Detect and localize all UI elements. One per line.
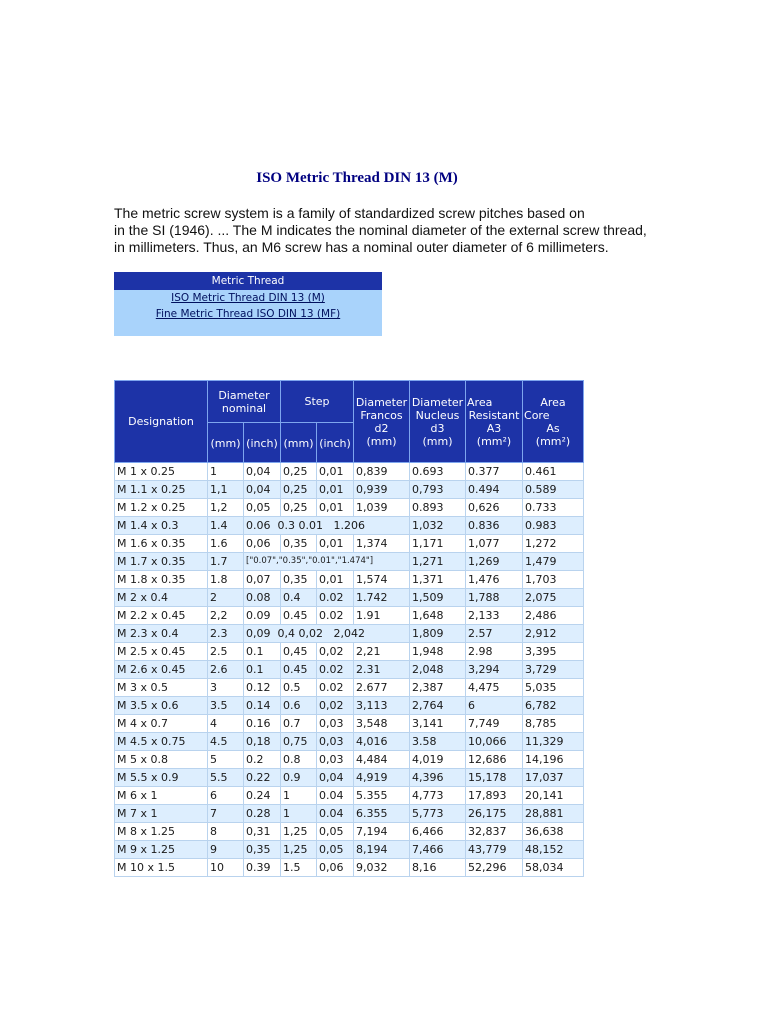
header-unit-inch: (inch) bbox=[244, 423, 281, 463]
thread-table-body bbox=[115, 463, 584, 877]
cell-diameter-nucleus: 3.58 bbox=[410, 733, 466, 751]
cell-step-inch: 0,01 bbox=[317, 571, 354, 589]
cell-area-core: 2,486 bbox=[523, 607, 584, 625]
cell-nominal-mm: 1.7 bbox=[208, 553, 244, 571]
cell-nominal-inch: 0.1 bbox=[244, 661, 281, 679]
cell-diameter-nucleus: 1,171 bbox=[410, 535, 466, 553]
cell-step-inch: 0.02 bbox=[317, 679, 354, 697]
table-row bbox=[115, 751, 584, 769]
cell-designation: M 2.2 x 0.45 bbox=[115, 607, 208, 625]
cell-nominal-inch: 0,18 bbox=[244, 733, 281, 751]
cell-area-resistant: 0.836 bbox=[466, 517, 523, 535]
cell-area-core: 2,912 bbox=[523, 625, 584, 643]
header-line: Nucleus bbox=[415, 408, 460, 422]
cell-designation: M 1.8 x 0.35 bbox=[115, 571, 208, 589]
intro-line: The metric screw system is a family of standardized screw pitches based on bbox=[114, 205, 585, 221]
table-row bbox=[115, 769, 584, 787]
cell-designation: M 2.5 x 0.45 bbox=[115, 643, 208, 661]
cell-nominal-mm: 2.6 bbox=[208, 661, 244, 679]
cell-nominal-mm: 4.5 bbox=[208, 733, 244, 751]
cell-diameter-francos: 1,574 bbox=[354, 571, 410, 589]
cell-diameter-francos: 3,113 bbox=[354, 697, 410, 715]
cell-area-core: 58,034 bbox=[523, 859, 584, 877]
table-row bbox=[115, 805, 584, 823]
header-line: d2 bbox=[374, 421, 389, 435]
cell-diameter-francos: 0,939 bbox=[354, 481, 410, 499]
cell-step-inch: 0,01 bbox=[317, 481, 354, 499]
cell-step-inch: 0,05 bbox=[317, 841, 354, 859]
header-unit-inch: (inch) bbox=[317, 423, 354, 463]
table-row bbox=[115, 859, 584, 877]
header-line: (mm) bbox=[422, 434, 453, 448]
cell-merged-values: 0.06 0.3 0.01 1.206 bbox=[244, 517, 410, 535]
cell-nominal-mm: 8 bbox=[208, 823, 244, 841]
table-row bbox=[115, 733, 584, 751]
header-line: (mm²) bbox=[476, 434, 512, 448]
cell-area-core: 36,638 bbox=[523, 823, 584, 841]
cell-nominal-mm: 1.8 bbox=[208, 571, 244, 589]
cell-step-inch: 0.04 bbox=[317, 805, 354, 823]
cell-diameter-nucleus: 4,396 bbox=[410, 769, 466, 787]
cell-area-resistant: 2.98 bbox=[466, 643, 523, 661]
cell-diameter-francos: 5.355 bbox=[354, 787, 410, 805]
cell-nominal-inch: 0,04 bbox=[244, 463, 281, 481]
cell-diameter-francos: 6.355 bbox=[354, 805, 410, 823]
cell-diameter-francos: 9,032 bbox=[354, 859, 410, 877]
header-diameter-nominal: Diameter nominal bbox=[208, 381, 281, 423]
table-row bbox=[115, 823, 584, 841]
cell-step-mm: 0,25 bbox=[281, 499, 317, 517]
link-iso-metric-thread[interactable]: ISO Metric Thread DIN 13 (M) bbox=[171, 292, 325, 304]
cell-area-core: 1,272 bbox=[523, 535, 584, 553]
cell-area-core: 3,395 bbox=[523, 643, 584, 661]
cell-nominal-mm: 3.5 bbox=[208, 697, 244, 715]
page-title: ISO Metric Thread DIN 13 (M) bbox=[256, 170, 458, 186]
cell-diameter-nucleus: 0.893 bbox=[410, 499, 466, 517]
cell-area-resistant: 26,175 bbox=[466, 805, 523, 823]
cell-designation: M 1.6 x 0.35 bbox=[115, 535, 208, 553]
cell-area-core: 1,479 bbox=[523, 553, 584, 571]
cell-step-mm: 0.4 bbox=[281, 589, 317, 607]
cell-diameter-nucleus: 1,509 bbox=[410, 589, 466, 607]
cell-area-resistant: 3,294 bbox=[466, 661, 523, 679]
cell-area-core: 48,152 bbox=[523, 841, 584, 859]
cell-area-core: 0.733 bbox=[523, 499, 584, 517]
cell-area-resistant: 2.57 bbox=[466, 625, 523, 643]
cell-diameter-francos: 1,039 bbox=[354, 499, 410, 517]
cell-diameter-nucleus: 2,387 bbox=[410, 679, 466, 697]
header-area-resistant bbox=[466, 381, 523, 463]
cell-area-resistant: 52,296 bbox=[466, 859, 523, 877]
menu-heading: Metric Thread bbox=[114, 272, 382, 290]
cell-area-resistant: 0.377 bbox=[466, 463, 523, 481]
cell-step-mm: 0,25 bbox=[281, 463, 317, 481]
cell-nominal-inch: 0,07 bbox=[244, 571, 281, 589]
cell-area-resistant: 7,749 bbox=[466, 715, 523, 733]
cell-nominal-inch: 0.22 bbox=[244, 769, 281, 787]
table-row bbox=[115, 715, 584, 733]
cell-nominal-inch: 0.12 bbox=[244, 679, 281, 697]
cell-step-mm: 1,25 bbox=[281, 823, 317, 841]
table-row bbox=[115, 625, 584, 643]
cell-diameter-francos: 8,194 bbox=[354, 841, 410, 859]
cell-diameter-nucleus: 5,773 bbox=[410, 805, 466, 823]
cell-step-inch: 0,03 bbox=[317, 751, 354, 769]
cell-nominal-mm: 3 bbox=[208, 679, 244, 697]
cell-diameter-nucleus: 1,371 bbox=[410, 571, 466, 589]
cell-step-inch: 0,03 bbox=[317, 733, 354, 751]
cell-area-core: 14,196 bbox=[523, 751, 584, 769]
cell-nominal-mm: 2,2 bbox=[208, 607, 244, 625]
header-designation: Designation bbox=[115, 381, 208, 463]
cell-area-core: 11,329 bbox=[523, 733, 584, 751]
header-line: A3 bbox=[486, 421, 502, 435]
cell-area-resistant: 1,788 bbox=[466, 589, 523, 607]
cell-area-resistant: 1,269 bbox=[466, 553, 523, 571]
cell-area-core: 1,703 bbox=[523, 571, 584, 589]
cell-diameter-francos: 1.742 bbox=[354, 589, 410, 607]
cell-area-resistant: 0,626 bbox=[466, 499, 523, 517]
cell-step-inch: 0,02 bbox=[317, 643, 354, 661]
cell-diameter-francos: 4,919 bbox=[354, 769, 410, 787]
cell-area-core: 0.461 bbox=[523, 463, 584, 481]
header-step: Step bbox=[281, 381, 354, 423]
cell-step-mm: 1,25 bbox=[281, 841, 317, 859]
intro-line: in the SI (1946). ... The M indicates the nominal diameter of the external screw thread, bbox=[114, 222, 647, 238]
cell-area-resistant: 15,178 bbox=[466, 769, 523, 787]
cell-area-core: 5,035 bbox=[523, 679, 584, 697]
cell-designation: M 2.3 x 0.4 bbox=[115, 625, 208, 643]
cell-step-inch: 0,06 bbox=[317, 859, 354, 877]
table-row bbox=[115, 553, 584, 571]
cell-diameter-francos: 7,194 bbox=[354, 823, 410, 841]
cell-diameter-nucleus: 1,271 bbox=[410, 553, 466, 571]
cell-nominal-inch: 0.16 bbox=[244, 715, 281, 733]
cell-step-inch: 0.04 bbox=[317, 787, 354, 805]
cell-step-mm: 0.45 bbox=[281, 661, 317, 679]
cell-step-inch: 0.02 bbox=[317, 661, 354, 679]
cell-step-mm: 0,75 bbox=[281, 733, 317, 751]
cell-nominal-mm: 2.3 bbox=[208, 625, 244, 643]
cell-nominal-mm: 1,2 bbox=[208, 499, 244, 517]
cell-diameter-nucleus: 1,648 bbox=[410, 607, 466, 625]
cell-step-inch: 0,02 bbox=[317, 697, 354, 715]
cell-area-core: 6,782 bbox=[523, 697, 584, 715]
cell-nominal-inch: 0.24 bbox=[244, 787, 281, 805]
header-line: Francos bbox=[360, 408, 403, 422]
cell-step-mm: 0.8 bbox=[281, 751, 317, 769]
thread-table bbox=[114, 380, 584, 877]
cell-nominal-inch: 0.14 bbox=[244, 697, 281, 715]
cell-step-mm: 0,25 bbox=[281, 481, 317, 499]
cell-nominal-mm: 6 bbox=[208, 787, 244, 805]
cell-designation: M 1.7 x 0.35 bbox=[115, 553, 208, 571]
table-row bbox=[115, 589, 584, 607]
cell-designation: M 2.6 x 0.45 bbox=[115, 661, 208, 679]
cell-diameter-nucleus: 8,16 bbox=[410, 859, 466, 877]
cell-nominal-inch: 0.2 bbox=[244, 751, 281, 769]
cell-area-core: 20,141 bbox=[523, 787, 584, 805]
header-line: (mm) bbox=[366, 434, 397, 448]
cell-designation: M 9 x 1.25 bbox=[115, 841, 208, 859]
header-line: Core bbox=[524, 408, 550, 422]
cell-designation: M 4.5 x 0.75 bbox=[115, 733, 208, 751]
header-line: Area bbox=[540, 395, 566, 409]
cell-area-core: 8,785 bbox=[523, 715, 584, 733]
cell-area-core: 0.589 bbox=[523, 481, 584, 499]
cell-nominal-mm: 2 bbox=[208, 589, 244, 607]
cell-step-inch: 0,04 bbox=[317, 769, 354, 787]
cell-diameter-nucleus: 2,764 bbox=[410, 697, 466, 715]
header-line: Resistant bbox=[468, 408, 520, 422]
table-row bbox=[115, 535, 584, 553]
cell-step-inch: 0,03 bbox=[317, 715, 354, 733]
header-diameter-nucleus bbox=[410, 381, 466, 463]
cell-step-mm: 0,35 bbox=[281, 571, 317, 589]
table-row bbox=[115, 607, 584, 625]
cell-step-mm: 0,35 bbox=[281, 535, 317, 553]
header-line: d3 bbox=[430, 421, 445, 435]
cell-merged-values: ["0.07","0.35","0.01","1.474"] bbox=[244, 553, 410, 571]
cell-diameter-francos: 1,374 bbox=[354, 535, 410, 553]
cell-area-resistant: 43,779 bbox=[466, 841, 523, 859]
cell-nominal-inch: 0,06 bbox=[244, 535, 281, 553]
cell-area-resistant: 32,837 bbox=[466, 823, 523, 841]
cell-diameter-nucleus: 0,793 bbox=[410, 481, 466, 499]
cell-diameter-francos: 2.677 bbox=[354, 679, 410, 697]
cell-nominal-mm: 2.5 bbox=[208, 643, 244, 661]
table-row bbox=[115, 679, 584, 697]
cell-nominal-inch: 0.1 bbox=[244, 643, 281, 661]
cell-designation: M 3 x 0.5 bbox=[115, 679, 208, 697]
cell-diameter-nucleus: 1,032 bbox=[410, 517, 466, 535]
header-line: Area bbox=[467, 395, 493, 409]
cell-diameter-nucleus: 3,141 bbox=[410, 715, 466, 733]
cell-diameter-francos: 4,016 bbox=[354, 733, 410, 751]
header-unit-mm: (mm) bbox=[208, 423, 244, 463]
cell-designation: M 6 x 1 bbox=[115, 787, 208, 805]
cell-diameter-nucleus: 6,466 bbox=[410, 823, 466, 841]
cell-step-mm: 1 bbox=[281, 787, 317, 805]
cell-nominal-inch: 0,35 bbox=[244, 841, 281, 859]
table-row bbox=[115, 481, 584, 499]
cell-area-resistant: 1,476 bbox=[466, 571, 523, 589]
cell-designation: M 4 x 0.7 bbox=[115, 715, 208, 733]
intro-paragraph bbox=[114, 205, 694, 256]
cell-nominal-mm: 1.6 bbox=[208, 535, 244, 553]
cell-nominal-mm: 7 bbox=[208, 805, 244, 823]
cell-step-mm: 0.7 bbox=[281, 715, 317, 733]
cell-step-mm: 1.5 bbox=[281, 859, 317, 877]
cell-diameter-nucleus: 4,019 bbox=[410, 751, 466, 769]
table-row bbox=[115, 463, 584, 481]
cell-step-inch: 0,01 bbox=[317, 535, 354, 553]
cell-diameter-francos: 3,548 bbox=[354, 715, 410, 733]
cell-area-resistant: 1,077 bbox=[466, 535, 523, 553]
table-row bbox=[115, 643, 584, 661]
cell-designation: M 7 x 1 bbox=[115, 805, 208, 823]
cell-diameter-nucleus: 0.693 bbox=[410, 463, 466, 481]
cell-designation: M 5.5 x 0.9 bbox=[115, 769, 208, 787]
cell-merged-values: 0,09 0,4 0,02 2,042 bbox=[244, 625, 410, 643]
cell-nominal-mm: 5 bbox=[208, 751, 244, 769]
metric-thread-menu bbox=[114, 272, 382, 336]
table-row bbox=[115, 517, 584, 535]
table-row bbox=[115, 697, 584, 715]
cell-area-resistant: 12,686 bbox=[466, 751, 523, 769]
header-area-core bbox=[523, 381, 584, 463]
cell-nominal-inch: 0,04 bbox=[244, 481, 281, 499]
header-line: As bbox=[546, 421, 560, 435]
cell-designation: M 2 x 0.4 bbox=[115, 589, 208, 607]
cell-diameter-francos: 4,484 bbox=[354, 751, 410, 769]
cell-area-resistant: 2,133 bbox=[466, 607, 523, 625]
cell-designation: M 5 x 0.8 bbox=[115, 751, 208, 769]
cell-diameter-nucleus: 1,948 bbox=[410, 643, 466, 661]
cell-nominal-inch: 0,05 bbox=[244, 499, 281, 517]
cell-diameter-francos: 2,21 bbox=[354, 643, 410, 661]
cell-nominal-inch: 0.39 bbox=[244, 859, 281, 877]
intro-line: in millimeters. Thus, an M6 screw has a nominal outer diameter of 6 millimeters. bbox=[114, 239, 609, 255]
header-unit-mm: (mm) bbox=[281, 423, 317, 463]
cell-step-mm: 1 bbox=[281, 805, 317, 823]
cell-diameter-francos: 1.91 bbox=[354, 607, 410, 625]
cell-diameter-nucleus: 2,048 bbox=[410, 661, 466, 679]
cell-designation: M 3.5 x 0.6 bbox=[115, 697, 208, 715]
cell-designation: M 1.4 x 0.3 bbox=[115, 517, 208, 535]
cell-area-resistant: 4,475 bbox=[466, 679, 523, 697]
cell-area-resistant: 10,066 bbox=[466, 733, 523, 751]
cell-step-inch: 0,05 bbox=[317, 823, 354, 841]
cell-designation: M 8 x 1.25 bbox=[115, 823, 208, 841]
cell-area-resistant: 6 bbox=[466, 697, 523, 715]
cell-step-inch: 0.02 bbox=[317, 589, 354, 607]
cell-nominal-mm: 5.5 bbox=[208, 769, 244, 787]
cell-area-core: 17,037 bbox=[523, 769, 584, 787]
cell-area-resistant: 0.494 bbox=[466, 481, 523, 499]
cell-area-core: 28,881 bbox=[523, 805, 584, 823]
cell-area-core: 0.983 bbox=[523, 517, 584, 535]
table-row bbox=[115, 661, 584, 679]
header-line: (mm²) bbox=[535, 434, 571, 448]
cell-step-mm: 0.9 bbox=[281, 769, 317, 787]
cell-nominal-mm: 1.4 bbox=[208, 517, 244, 535]
table-row bbox=[115, 787, 584, 805]
header-line: Diameter bbox=[411, 395, 464, 409]
cell-designation: M 1.2 x 0.25 bbox=[115, 499, 208, 517]
cell-designation: M 1.1 x 0.25 bbox=[115, 481, 208, 499]
cell-designation: M 1 x 0.25 bbox=[115, 463, 208, 481]
link-fine-metric-thread[interactable]: Fine Metric Thread ISO DIN 13 (MF) bbox=[155, 308, 341, 320]
cell-area-core: 3,729 bbox=[523, 661, 584, 679]
cell-nominal-mm: 1,1 bbox=[208, 481, 244, 499]
cell-nominal-mm: 1 bbox=[208, 463, 244, 481]
cell-diameter-nucleus: 7,466 bbox=[410, 841, 466, 859]
header-diameter-francos bbox=[354, 381, 410, 463]
cell-nominal-inch: 0,31 bbox=[244, 823, 281, 841]
cell-diameter-nucleus: 1,809 bbox=[410, 625, 466, 643]
cell-area-core: 2,075 bbox=[523, 589, 584, 607]
cell-nominal-mm: 4 bbox=[208, 715, 244, 733]
cell-diameter-francos: 0,839 bbox=[354, 463, 410, 481]
cell-area-resistant: 17,893 bbox=[466, 787, 523, 805]
table-row bbox=[115, 841, 584, 859]
cell-diameter-francos: 2.31 bbox=[354, 661, 410, 679]
cell-step-mm: 0.45 bbox=[281, 607, 317, 625]
cell-step-mm: 0.5 bbox=[281, 679, 317, 697]
cell-step-inch: 0.02 bbox=[317, 607, 354, 625]
cell-step-inch: 0,01 bbox=[317, 463, 354, 481]
cell-nominal-mm: 9 bbox=[208, 841, 244, 859]
cell-nominal-inch: 0.09 bbox=[244, 607, 281, 625]
cell-step-mm: 0,45 bbox=[281, 643, 317, 661]
table-row bbox=[115, 571, 584, 589]
cell-step-inch: 0,01 bbox=[317, 499, 354, 517]
cell-nominal-inch: 0.28 bbox=[244, 805, 281, 823]
cell-designation: M 10 x 1.5 bbox=[115, 859, 208, 877]
header-line: Diameter bbox=[355, 395, 408, 409]
cell-step-mm: 0.6 bbox=[281, 697, 317, 715]
cell-nominal-inch: 0.08 bbox=[244, 589, 281, 607]
cell-nominal-mm: 10 bbox=[208, 859, 244, 877]
cell-diameter-nucleus: 4,773 bbox=[410, 787, 466, 805]
table-row bbox=[115, 499, 584, 517]
